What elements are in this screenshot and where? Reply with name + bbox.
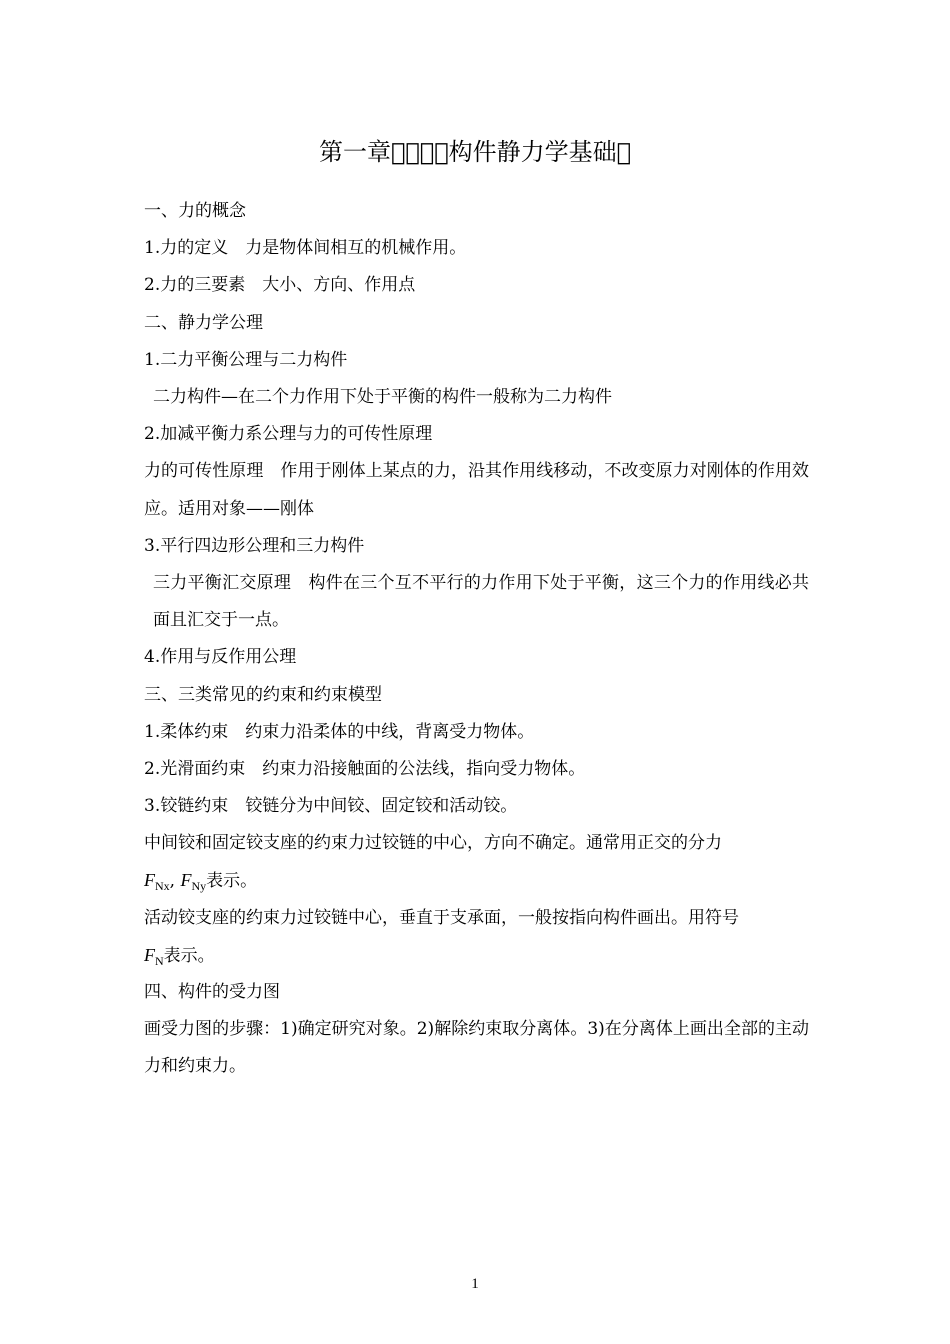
- hinge-constraint-label: 3.铰链约束: [144, 796, 229, 817]
- flexible-constraint: [144, 714, 809, 751]
- force-symbol: F: [180, 870, 192, 891]
- force-definition-text: 力是物体间相互的机械作用。: [245, 238, 467, 259]
- document-body: [144, 193, 809, 1086]
- force-symbol: F: [144, 944, 155, 965]
- smooth-surface-label: 2.光滑面约束: [144, 758, 246, 779]
- movable-hinge-paragraph: 活动铰支座的约束力过铰链中心，垂直于支承面，一般按指向构件画出。用符号: [144, 907, 739, 928]
- movable-hinge-formula: [144, 937, 809, 974]
- hinge-constraint-text: 铰链分为中间铰、固定铰和活动铰。: [245, 796, 518, 817]
- force-three-elements-label: 2.力的三要素: [144, 275, 246, 296]
- fixed-hinge-paragraph: 中间铰和固定铰支座的约束力过铰链的中心，方向不确定。通常用正交的分力: [144, 833, 722, 854]
- section-heading-force-concept: 一、力的概念: [144, 201, 246, 221]
- two-force-member-definition: 二力构件—在二个力作用下处于平衡的构件一般称为二力构件: [153, 386, 612, 407]
- hinge-constraint: [144, 788, 809, 825]
- force-three-elements-text: 大小、方向、作用点: [262, 275, 416, 296]
- action-reaction-axiom: 4.作用与反作用公理: [144, 647, 297, 668]
- formula-tail: 表示。: [206, 871, 258, 892]
- equilibrium-force-system-axiom: 2.加减平衡力系公理与力的可传性原理: [144, 424, 433, 445]
- three-force-text: 构件在三个互不平行的力作用下处于平衡，这三个力的作用线必共面且汇交于一点。: [153, 572, 810, 631]
- force-symbol: F: [144, 870, 155, 891]
- chapter-title: 第一章􀀀􀀀􀀀􀀀构件静力学基础􀀀: [318, 138, 631, 166]
- three-force-label: 三力平衡汇交原理: [153, 572, 292, 593]
- transmissibility-label: 力的可传性原理: [144, 461, 264, 482]
- section-heading-free-body-diagram: 四、构件的受力图: [144, 982, 280, 1002]
- force-three-elements: [144, 267, 809, 304]
- force-definition-label: 1.力的定义: [144, 238, 229, 259]
- three-force-concurrency-principle: [144, 565, 809, 639]
- section-heading-constraints: 三、三类常见的约束和约束模型: [144, 684, 382, 705]
- flexible-constraint-label: 1.柔体约束: [144, 721, 229, 742]
- page-number: 1: [471, 1276, 479, 1292]
- force-definition: [144, 230, 809, 267]
- smooth-surface-constraint: [144, 751, 809, 788]
- transmissibility-principle: [144, 453, 809, 527]
- force-subscript: N: [155, 953, 164, 968]
- symbol-separator: ,: [169, 871, 181, 892]
- force-subscript: Ny: [191, 879, 207, 894]
- smooth-surface-text: 约束力沿接触面的公法线，指向受力物体。: [262, 758, 586, 779]
- flexible-constraint-text: 约束力沿柔体的中线，背离受力物体。: [245, 721, 535, 742]
- formula-tail: 表示。: [163, 945, 215, 966]
- fixed-hinge-formula: [144, 862, 809, 899]
- parallelogram-axiom: 3.平行四边形公理和三力构件: [144, 535, 365, 556]
- section-heading-statics-axioms: 二、静力学公理: [144, 312, 263, 333]
- force-subscript: Nx: [155, 879, 170, 894]
- transmissibility-text: 作用于刚体上某点的力，沿其作用线移动，不改变原力对刚体的作用效应。适用对象——刚体: [144, 461, 810, 519]
- two-force-axiom: 1.二力平衡公理与二力构件: [144, 349, 348, 370]
- free-body-diagram-steps: 画受力图的步骤：1)确定研究对象。2)解除约束取分离体。3)在分离体上画出全部的主动力和约束力。: [144, 1019, 809, 1077]
